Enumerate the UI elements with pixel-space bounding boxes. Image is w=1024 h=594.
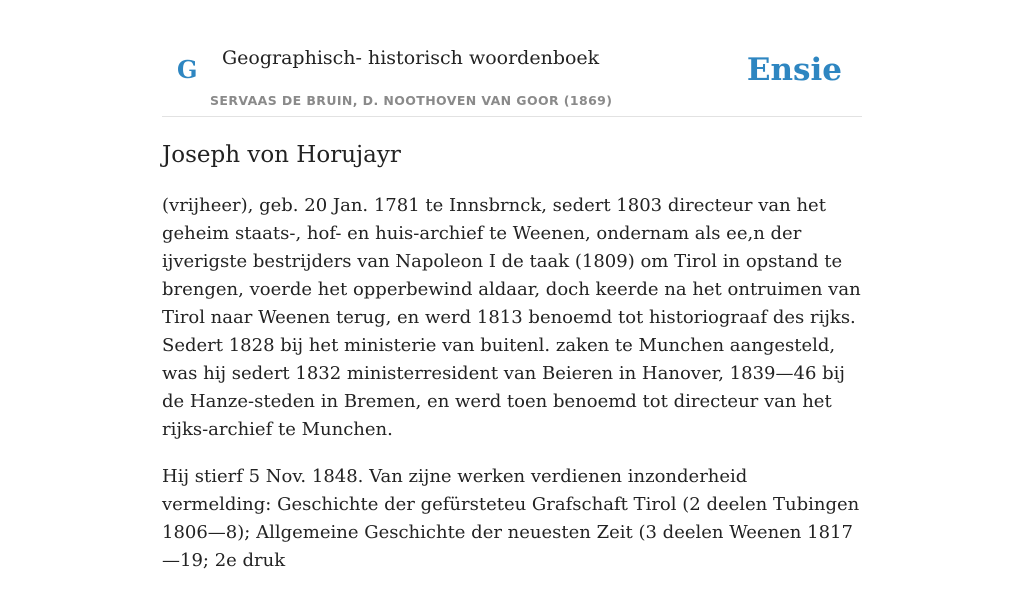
entry-paragraph: Hij stierf 5 Nov. 1848. Van zijne werken verdienen inzonderheid vermelding: Geschichte der gefürsteteu Grafschaft Tirol (2 deelen Tubingen 1806—8); Allgemeine Geschichte der neuesten Zeit (3 deelen Weenen 1817—19; 2e druk	[162, 466, 860, 571]
entry-body	[162, 192, 862, 594]
book-title[interactable]: Geographisch- historisch woordenboek	[222, 47, 600, 69]
book-authors: SERVAAS DE BRUIN, D. NOOTHOVEN VAN GOOR (1869)	[210, 93, 613, 108]
brand-logo-link[interactable]: Ensie	[746, 52, 842, 88]
entry-paragraph: (vrijheer), geb. 20 Jan. 1781 te Innsbrnck, sedert 1803 directeur van het geheim staats-, hof- en huis-archief te Weenen, ondernam als ee,n der ijverigste bestrijders van Napoleon I de taak (1809) om Tirol in opstand te brengen, voerde het opperbewind aldaar, doch keerde na het ontruimen van Tirol naar Weenen terug, en werd 1813 benoemd tot historiograaf des rijks. Sedert 1828 bij het ministerie van buitenl. zaken te Munchen aangesteld, was hij sedert 1832 ministerresident van Beieren in Hanover, 1839—46 bij de Hanze-steden in Bremen, en werd toen benoemd tot directeur van het rijks-archief te Munchen.	[162, 195, 861, 440]
book-icon: G	[177, 55, 198, 84]
header	[162, 0, 862, 117]
entry-title: Joseph von Horujayr	[162, 142, 401, 168]
